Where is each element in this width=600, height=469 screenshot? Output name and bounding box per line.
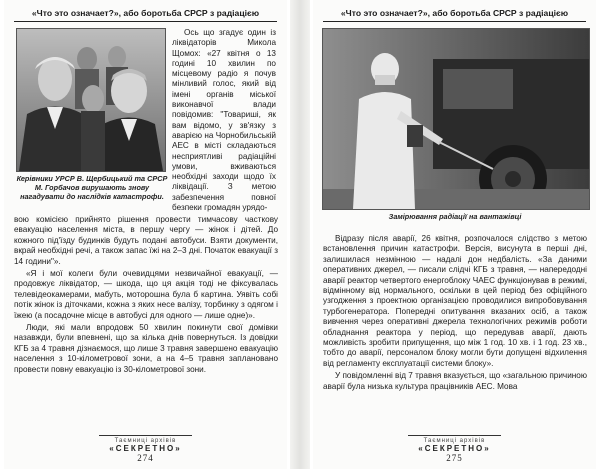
main-text xyxy=(323,234,587,394)
photo-caption: Керівники УРСР В. Щербицький та СРСР М. Горбачов вирушають знову нагадувати до наслідків катастрофи. xyxy=(16,174,168,201)
paragraph: вою комісією прийнято рішення провести тимчасову часткову евакуацію населення міста, в першу чергу — жінок і дітей. До кожного під'їзду будинків будуть подані автобуси. Взяти документи, вкрай необхідні речі, а також запас їжі на 2–3 дні. Початок евакуації з 14 години"». xyxy=(14,215,278,266)
page-number: 275 xyxy=(446,453,463,463)
page-footer xyxy=(4,435,287,463)
footer-stamp: «СЕКРЕТНО» xyxy=(418,444,491,453)
paragraph: Ось що згадує один із ліквідаторів Микола Щомох: «27 квітня о 13 годині 10 хвилин по місцевому радіо я почув мінливий голос, який від імені органів міської виконавчої влади повідомив: "Товариші, як вам відомо, у зв'язку з аварією на Чорнобильській АЕС в місті складаються несприятливі радіаційні умови, вживаються необхідні заходи щодо їх ліквідації. З метою забезпечення повної безпеки громадян урядо- xyxy=(172,28,276,213)
left-page xyxy=(4,0,287,469)
right-page xyxy=(313,0,596,469)
running-head: «Что это означает?», або боротьба СРСР з радіацією xyxy=(323,8,586,22)
book-gutter xyxy=(290,0,310,469)
page-number: 274 xyxy=(137,453,154,463)
leaders-photo xyxy=(16,28,166,172)
running-head: «Что это означает?», або боротьба СРСР з радіацією xyxy=(14,8,277,22)
footer-series: Таємниці архівів xyxy=(99,435,192,444)
footer-series: Таємниці архівів xyxy=(408,435,501,444)
footer-stamp: «СЕКРЕТНО» xyxy=(109,444,182,453)
radiation-measurement-image xyxy=(323,29,589,209)
column-text-beside-photo xyxy=(172,28,276,213)
paragraph: Люди, які мали впродовж 50 хвилин покинути свої домівки назавжди, були впевнені, що за кілька днів повернуться. Із довідки КГБ за 4 травня дізнаємося, що лише 3 травня завершено евакуацію населення з 10-кілометрової зони, а на 4–5 травня заплановано провести повну евакуацію із 30-кілометрової зони. xyxy=(14,323,278,374)
leaders-photo-image xyxy=(17,29,165,171)
photo-caption: Замірювання радіації на вантажівці xyxy=(388,212,522,221)
paragraph: У повідомленні від 7 травня вказується, що «загальною причиною аварії була низька культура працівників АЕС. Мова xyxy=(323,371,587,391)
radiation-measurement-photo xyxy=(322,28,590,210)
main-text xyxy=(14,215,278,377)
paragraph: Відразу після аварії, 26 квітня, розпочалося слідство з метою встановлення причин катастрофи. Версія, висунута в перші дні, залишилася незмінною — надалі дон недбалість. «За даними оперативних джерел, — писали слідчі КГБ з травня, — напередодні аварії реактор четвертого енергоблоку ЧАЕС функціонував в режимі, відмінному від нормального, оскільки в цей період без офіційного узгодження з проектною організацією проводилися випробовування турбогенератора. Попередні опитування вказаних осіб, а також вивчення через оперативні джерела технологічних режимів роботи обладнання реактора у період, що передував аварії, дають можливість зробити припущення, що між 1 год. 10 хв. і 1 год. 23 хв., тобто до аварії, персоналом блоку могли бути допущені відхилення від регламенту експлуатації системи блоку». xyxy=(323,234,587,368)
paragraph: «Я і мої колеги були очевидцями незвичайної евакуації, — продовжує ліквідатор, — шкода, що ця акція тоді не фіксувалась телевідеокамерами, мабуть, моторошна була б картина. Уявіть собі потік жінок із діточками, кожна з яких несе валізу, торбинку з одягом і їжею (а посадочне місце в автобусі для одного — лише одне)». xyxy=(14,269,278,320)
page-footer xyxy=(313,435,596,463)
